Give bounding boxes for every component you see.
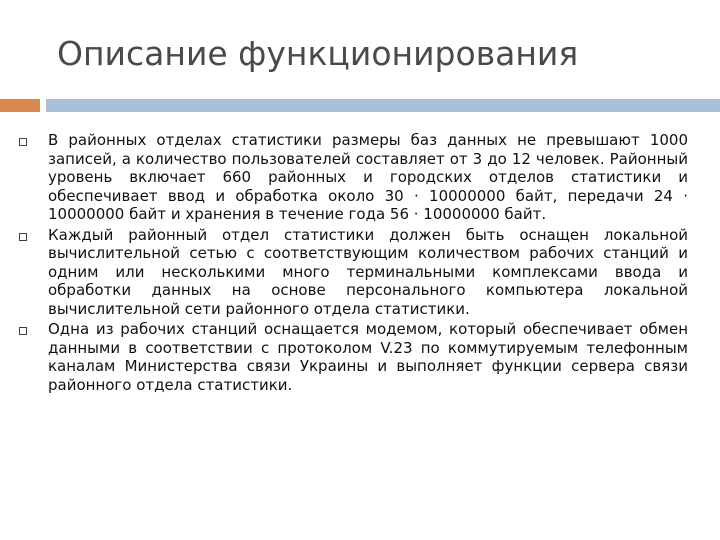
- square-bullet-icon: [19, 327, 27, 335]
- slide-title: Описание функционирования: [57, 34, 579, 73]
- bullet-text: В районных отделах статистики размеры баз данных не превышают 1000 записей, а количество пользователей составляет от 3 до 12 человек. Районный уровень включает 660 районных и городских отделов статистики и обеспечивает ввод и обработка около 30 · 10000000 байт, передачи 24 · 10000000 байт и хранения в течение года 56 · 10000000 байт.: [48, 131, 688, 223]
- title-accent-bar: [0, 99, 40, 112]
- bullet-list: [18, 131, 688, 394]
- bullet-item-local-network: [18, 226, 688, 319]
- square-bullet-icon: [19, 138, 27, 146]
- bullet-item-modem-station: [18, 320, 688, 394]
- bullet-text: Каждый районный отдел статистики должен быть оснащен локальной вычислительной сетью с соответствующим количеством рабочих станций и одним или несколькими много терминальными комплексами ввода и обработки данных на основе персонального компьютера локальной вычислительной сети районного отдела статистики.: [48, 225, 688, 318]
- bullet-item-database-size: [18, 131, 688, 224]
- square-bullet-icon: [19, 233, 27, 241]
- bullet-text: Одна из рабочих станций оснащается модемом, который обеспечивает обмен данными в соответствии с протоколом V.23 по коммутируемым телефонным каналам Министерства связи Украины и выполняет функции сервера связи районного отдела статистики.: [48, 320, 688, 394]
- title-divider-bar: [46, 99, 720, 112]
